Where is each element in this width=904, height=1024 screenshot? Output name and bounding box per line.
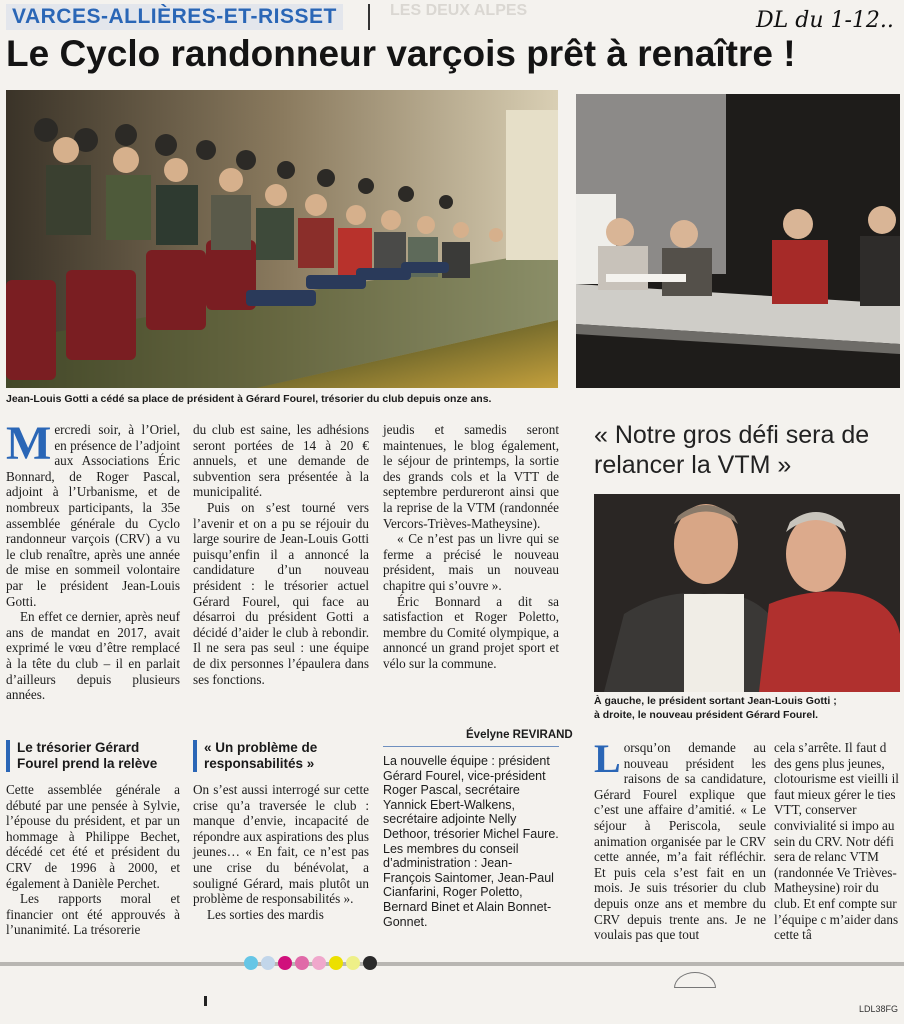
article-paragraph: du club est saine, les adhésions seront portées de 14 à 20 € annuels, et une demande de subvention sera présentée à la municipalité. [193,422,369,500]
article-paragraph: Puis on s’est tourné vers l’avenir et on a pu se réjouir du large sourire de Jean-Louis Gotti puisqu’enfin il a annoncé la candidature d’un nouveau président : le trésorier actuel Gérard Fourel, qui face au désarroi du président Gotti a décidé d’aider le club à rebondir. Il ne sera pas seul : une équipe de dix personnes l’épaulera dans ses fonctions. [193,499,369,687]
crop-mark [674,972,716,988]
kicker-divider [368,4,370,30]
subheading-responsibilities: « Un problème de responsabilités » [193,740,364,772]
article-paragraph: jeudis et samedis seront maintenues, le blog également, le séjour de printemps, la sortie des grands cols et la VTT de septembre perdureront ainsi que la reprise de la VTM (randonnée Vercors-Trièves-Matheysine). [383,422,559,531]
portrait-caption [594,694,900,722]
subheading-treasurer: Le trésorier Gérard Fourel prend la relève [6,740,177,772]
registration-dot [312,956,326,970]
article-paragraph: « Ce n’est pas un livre qui se ferme a précisé le nouveau président, mais un nouveau chapitre qui s’ouvre ». [383,531,559,593]
registration-dot [363,956,377,970]
section-kicker: VARCES-ALLIÈRES-ET-RISSET [6,4,343,30]
board-members-list: Les membres du conseil d’administration : Jean-François Saintomer, Jean-Paul Cianfarini, Roger Poletto, Bernard Binet et Alain Bonnet-Gonnet. [383,841,554,929]
registration-dot [261,956,275,970]
registration-dot [329,956,343,970]
interview-paragraph: Lorsqu’on demande au nouveau président les raisons de sa candidature, Gérard Fourel explique que c’est une affaire d’amitié. « Le séjour à Periscola, seule animation organisée par le CRV cette année, m’a fait réfléchir. Et puis cela s’est fait en un mois. Je suis trésorier du club depuis onze ans et membre du CRV depuis trente ans. Je ne voulais pas que tout [594,736,766,943]
handwritten-note: DL du 1-12.. [756,8,894,33]
team-box-rule [383,746,559,747]
portrait-caption-line-1: À gauche, le président sortant Jean-Louis Gotti ; [594,695,837,707]
interview-column-2 [774,740,904,952]
article-column-1 [6,417,180,703]
registration-dot [244,956,258,970]
bleed-through-text: LES DEUX ALPES [390,2,528,19]
article-paragraph: Cette assemblée générale a débuté par une pensée à Sylvie, l’épouse du président, et par un hommage à Philippe Bechet, décédé cet été et président du CRV de 1996 à 2000, et également à Danièle Perchet. [6,782,180,891]
print-registration-strip [0,962,904,966]
crop-tick [204,996,207,1006]
auditorium-illustration [6,90,558,388]
author-byline: Évelyne REVIRAND [466,729,573,741]
portrait-caption-line-2: à droite, le nouveau président Gérard Fourel. [594,709,819,721]
portrait-illustration [594,494,900,692]
meeting-illustration [576,94,900,388]
headline: Le Cyclo randonneur varçois prêt à renaître ! [6,33,796,74]
article-paragraph: En effet ce dernier, après neuf ans de mandat en 2017, avait exprimé le vœu d’être remplacé à la tête du club – il en parlait d’ailleurs depuis plusieurs années. [6,609,180,703]
interview-column-1 [594,736,766,943]
main-photo-caption: Jean-Louis Gotti a cédé sa place de président à Gérard Fourel, trésorier du club depuis onze ans. [6,393,492,405]
article-paragraph: Les rapports moral et financier ont été approuvés à l’unanimité. La trésorerie [6,891,180,938]
meeting-table-photo [576,94,900,388]
new-team-list: La nouvelle équipe : président Gérard Fourel, vice-président Roger Pascal, secrétaire Yannick Ebert-Walkens, secrétaire adjointe Nelly Dethoor, trésorier Michel Faure. [383,754,559,841]
article-column-3 [383,422,559,672]
article-paragraph: Les sorties des mardis [207,906,324,922]
article-column-2-cont [193,782,369,922]
article-paragraph: On s’est aussi interrogé sur cette crise qu’a traversée le club : manque d’envie, incapacité de répondre aux aspirations des plus jeunes… « En fait, ce n’est pas une crise du bénévolat, a souligné Gérard, mais plutôt un problème de responsabilités ». [193,782,369,907]
print-code: LDL38FG [858,1004,898,1014]
drop-cap: L [594,736,621,781]
article-paragraph: Éric Bonnard a dit sa satisfaction et Roger Poletto, membre du Comité olympique, a annoncé un grand projet sport et vélo sur la commune. [383,593,559,671]
article-column-2 [193,422,369,687]
article-column-1-cont [6,782,180,938]
drop-cap: M [6,417,52,470]
interview-paragraph: cela s’arrête. Il faut d des gens plus jeunes, clotourisme est vieilli il faut mieux gérer le ties VTT, conserver convivialité si impo au sein du CRV. Notr défi sera de relanc VTM (randonnée Ve Trièves-Matheysine) roir du club. Et enf compte sur l’équipe c m’aider dans cette tâ [774,740,899,943]
article-paragraph: Mercredi soir, à l’Oriel, en présence de l’adjoint aux Associations Éric Bonnard, de Roger Pascal, adjoint à l’Urbanisme, et de nombreux participants, la 35e assemblée générale du Cyclo randonneur varçois (CRV) a vu le club renaître, après une année de mise en sommeil volontaire par le président Jean-Louis Gotti. [6,417,180,609]
registration-dot [295,956,309,970]
registration-dot [346,956,360,970]
pull-quote: « Notre gros défi sera de relancer la VTM » [594,421,870,479]
portrait-photo [594,494,900,692]
auditorium-photo [6,90,558,388]
registration-dot [278,956,292,970]
team-box [383,754,559,929]
